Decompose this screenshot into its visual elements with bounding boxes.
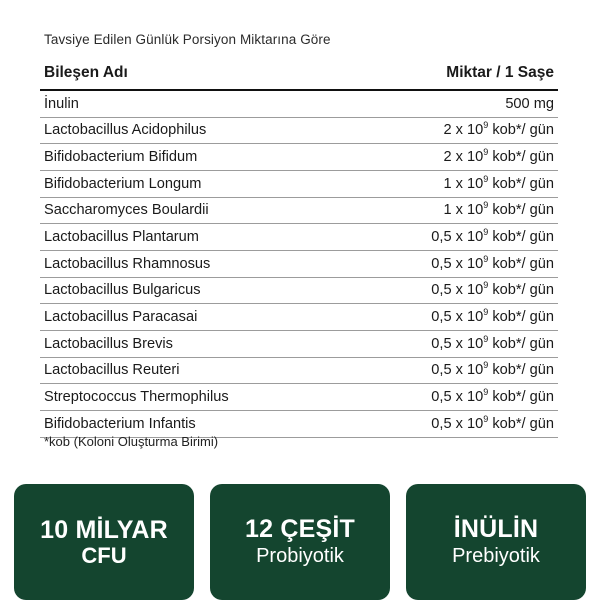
- amount-exponent: 9: [483, 173, 489, 184]
- table-row: [40, 118, 558, 145]
- table-row: [40, 251, 558, 278]
- cell-ingredient-name: Bifidobacterium Bifidum: [44, 148, 198, 165]
- badge-primary-text: 12 ÇEŞİT: [245, 515, 355, 543]
- highlight-badge: [14, 484, 194, 600]
- cell-ingredient-name: Saccharomyces Boulardii: [44, 202, 209, 219]
- amount-exponent: 9: [483, 307, 489, 318]
- amount-base: 0,5 x 10: [431, 282, 484, 299]
- cell-ingredient-name: Streptococcus Thermophilus: [44, 388, 229, 405]
- amount-suffix: kob*/ gün: [488, 308, 554, 325]
- cell-ingredient-name: Lactobacillus Plantarum: [44, 228, 199, 245]
- cell-amount: 500 mg: [505, 95, 554, 112]
- amount-base: 1 x 10: [443, 202, 484, 219]
- amount-suffix: kob*/ gün: [488, 335, 554, 352]
- amount-exponent: 9: [483, 253, 489, 264]
- cell-amount: [431, 228, 554, 247]
- amount-base: 0,5 x 10: [431, 308, 484, 325]
- table-footnote: *kob (Koloni Oluşturma Birimi): [44, 434, 219, 449]
- amount-exponent: 9: [483, 146, 489, 157]
- amount-suffix: kob*/ gün: [488, 282, 554, 299]
- badge-secondary-text: CFU: [81, 542, 127, 568]
- highlight-badges: [14, 484, 586, 600]
- cell-ingredient-name: Lactobacillus Bulgaricus: [44, 282, 201, 299]
- cell-amount: [431, 255, 554, 274]
- cell-amount: [431, 335, 554, 354]
- amount-suffix: kob*/ gün: [488, 202, 554, 219]
- amount-suffix: kob*/ gün: [488, 388, 554, 405]
- amount-exponent: 9: [483, 200, 489, 211]
- badge-primary-text: 10 MİLYAR: [40, 515, 168, 544]
- highlight-badge: [210, 484, 390, 600]
- amount-suffix: kob*/ gün: [488, 122, 554, 139]
- amount-exponent: 9: [483, 413, 489, 424]
- badge-secondary-text: Probiyotik: [256, 545, 344, 567]
- table-body: [40, 91, 558, 438]
- cell-ingredient-name: Lactobacillus Brevis: [44, 335, 173, 352]
- cell-amount: [431, 361, 554, 380]
- cell-ingredient-name: Lactobacillus Rhamnosus: [44, 255, 211, 272]
- cell-ingredient-name: Lactobacillus Paracasai: [44, 308, 198, 325]
- amount-base: 2 x 10: [443, 148, 484, 165]
- amount-base: 1 x 10: [443, 175, 484, 192]
- amount-base: 0,5 x 10: [431, 362, 484, 379]
- ingredients-table: [40, 58, 558, 438]
- table-row: [40, 91, 558, 118]
- badge-secondary-text: Prebiyotik: [452, 545, 540, 567]
- amount-base: 0,5 x 10: [431, 335, 484, 352]
- cell-amount: [431, 388, 554, 407]
- panel-subtitle: Tavsiye Edilen Günlük Porsiyon Miktarına Göre: [44, 32, 331, 47]
- amount-exponent: 9: [483, 120, 489, 131]
- amount-suffix: kob*/ gün: [488, 255, 554, 272]
- cell-ingredient-name: Lactobacillus Reuteri: [44, 362, 180, 379]
- header-amount-per-sachet: Miktar / 1 Saşe: [446, 64, 554, 81]
- cell-ingredient-name: Bifidobacterium Infantis: [44, 415, 196, 432]
- cell-amount: [431, 308, 554, 327]
- table-row: [40, 224, 558, 251]
- cell-amount: [443, 121, 554, 140]
- table-row: [40, 358, 558, 385]
- amount-suffix: kob*/ gün: [488, 175, 554, 192]
- cell-amount: [431, 281, 554, 300]
- cell-ingredient-name: Bifidobacterium Longum: [44, 175, 202, 192]
- amount-exponent: 9: [483, 227, 489, 237]
- amount-base: 0,5 x 10: [431, 255, 484, 272]
- header-ingredient-name: Bileşen Adı: [44, 64, 128, 81]
- amount-base: 0,5 x 10: [431, 388, 484, 405]
- cell-amount: [443, 148, 554, 167]
- highlight-badge: [406, 484, 586, 600]
- table-row: [40, 144, 558, 171]
- cell-amount: [431, 415, 554, 434]
- amount-exponent: 9: [483, 360, 489, 371]
- table-row: [40, 198, 558, 225]
- amount-exponent: 9: [483, 387, 489, 398]
- amount-suffix: kob*/ gün: [488, 362, 554, 379]
- cell-amount: [443, 175, 554, 194]
- cell-amount: [443, 201, 554, 220]
- amount-base: 0,5 x 10: [431, 228, 484, 245]
- badge-primary-text: İNÜLİN: [453, 515, 539, 543]
- table-row: [40, 331, 558, 358]
- amount-base: 0,5 x 10: [431, 415, 484, 432]
- table-row: [40, 278, 558, 305]
- table-row: [40, 171, 558, 198]
- amount-base: 2 x 10: [443, 122, 484, 139]
- amount-exponent: 9: [483, 333, 489, 344]
- table-header-row: [40, 58, 558, 91]
- amount-exponent: 9: [483, 280, 489, 291]
- table-row: [40, 304, 558, 331]
- table-row: [40, 384, 558, 411]
- amount-suffix: kob*/ gün: [488, 228, 554, 245]
- amount-suffix: kob*/ gün: [488, 415, 554, 432]
- cell-ingredient-name: İnulin: [44, 95, 79, 112]
- cell-ingredient-name: Lactobacillus Acidophilus: [44, 122, 207, 139]
- amount-suffix: kob*/ gün: [488, 148, 554, 165]
